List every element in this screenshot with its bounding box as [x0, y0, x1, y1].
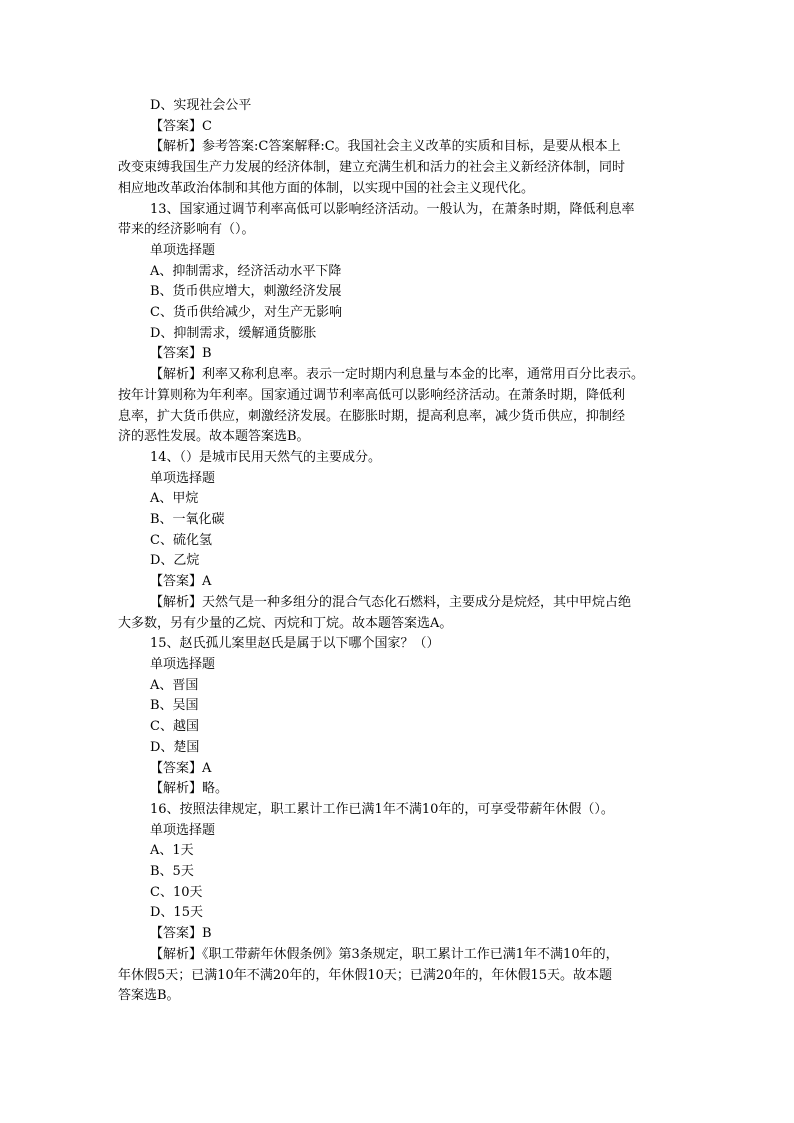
q15-stem: 15、赵氏孤儿案里赵氏是属于以下哪个国家？（）	[150, 636, 440, 652]
q16-option-b: B、5天	[150, 864, 194, 880]
q15-option-c: C、越国	[150, 719, 199, 735]
prev-analysis-line: 【解析】参考答案:C答案解释:C。我国社会主义改革的实质和目标，是要从根本上	[150, 139, 621, 155]
q14-stem: 14、（）是城市民用天然气的主要成分。	[150, 449, 382, 465]
prev-analysis-line: 改变束缚我国生产力发展的经济体制，建立充满生机和活力的社会主义新经济体制，同时	[118, 160, 626, 176]
q16-analysis-line: 年休假5天；已满10年不满20年的，年休假10天；已满20年的，年休假15天。故本题	[118, 967, 612, 983]
q14-option-d: D、乙烷	[150, 553, 200, 569]
q16-option-c: C、10天	[150, 884, 203, 900]
q15-option-d: D、楚国	[150, 739, 200, 755]
q16-type: 单项选择题	[150, 822, 216, 838]
q13-analysis-line: 息率，扩大货币供应，刺激经济发展。在膨胀时期，提高利息率，减少货币供应，抑制经	[118, 408, 626, 424]
prev-analysis-line: 相应地改革政治体制和其他方面的体制，以实现中国的社会主义现代化。	[118, 180, 535, 196]
q14-option-c: C、硫化氢	[150, 532, 212, 548]
q16-stem: 16、按照法律规定，职工累计工作已满1年不满10年的，可享受带薪年休假（）。	[150, 801, 614, 817]
q14-answer: 【答案】A	[150, 574, 212, 590]
q16-answer: 【答案】B	[150, 926, 212, 942]
q15-answer: 【答案】A	[150, 760, 212, 776]
q16-analysis-line: 答案选B。	[118, 988, 180, 1004]
q13-stem: 13、国家通过调节利率高低可以影响经济活动。一般认为，在萧条时期，降低利息率	[150, 201, 635, 217]
q13-answer: 【答案】B	[150, 346, 212, 362]
q13-analysis-line: 【解析】利率又称利息率。表示一定时期内利息量与本金的比率，通常用百分比表示。	[150, 367, 645, 383]
q16-option-d: D、15天	[150, 905, 203, 921]
q13-option-c: C、货币供给减少，对生产无影响	[150, 305, 342, 321]
q13-type: 单项选择题	[150, 242, 216, 258]
q14-option-b: B、一氧化碳	[150, 512, 225, 528]
q15-type: 单项选择题	[150, 656, 216, 672]
q13-option-b: B、货币供应增大，刺激经济发展	[150, 284, 342, 300]
q13-stem: 带来的经济影响有（）。	[118, 222, 255, 238]
q13-option-a: A、抑制需求，经济活动水平下降	[150, 263, 342, 279]
document-page	[118, 96, 690, 1007]
prev-option-d: D、实现社会公平	[150, 98, 252, 113]
q16-option-a: A、1天	[150, 843, 194, 859]
q16-analysis-line: 【解析】《职工带薪年休假条例》第3条规定，职工累计工作已满1年不满10年的，	[150, 946, 619, 962]
q14-type: 单项选择题	[150, 470, 216, 486]
q13-analysis-line: 济的恶性发展。故本题答案选B。	[118, 429, 310, 445]
q14-analysis-line: 大多数，另有少量的乙烷、丙烷和丁烷。故本题答案选A。	[118, 615, 453, 631]
q15-option-a: A、晋国	[150, 677, 199, 693]
q13-option-d: D、抑制需求，缓解通货膨胀	[150, 325, 317, 341]
q13-analysis-line: 按年计算则称为年利率。国家通过调节利率高低可以影响经济活动。在萧条时期，降低利	[118, 387, 626, 403]
q14-option-a: A、甲烷	[150, 491, 199, 507]
q14-analysis-line: 【解析】天然气是一种多组分的混合气态化石燃料，主要成分是烷烃，其中甲烷占绝	[150, 594, 632, 610]
q15-analysis-line: 【解析】略。	[150, 781, 229, 797]
prev-answer: 【答案】C	[150, 118, 212, 134]
q15-option-b: B、吴国	[150, 698, 199, 714]
